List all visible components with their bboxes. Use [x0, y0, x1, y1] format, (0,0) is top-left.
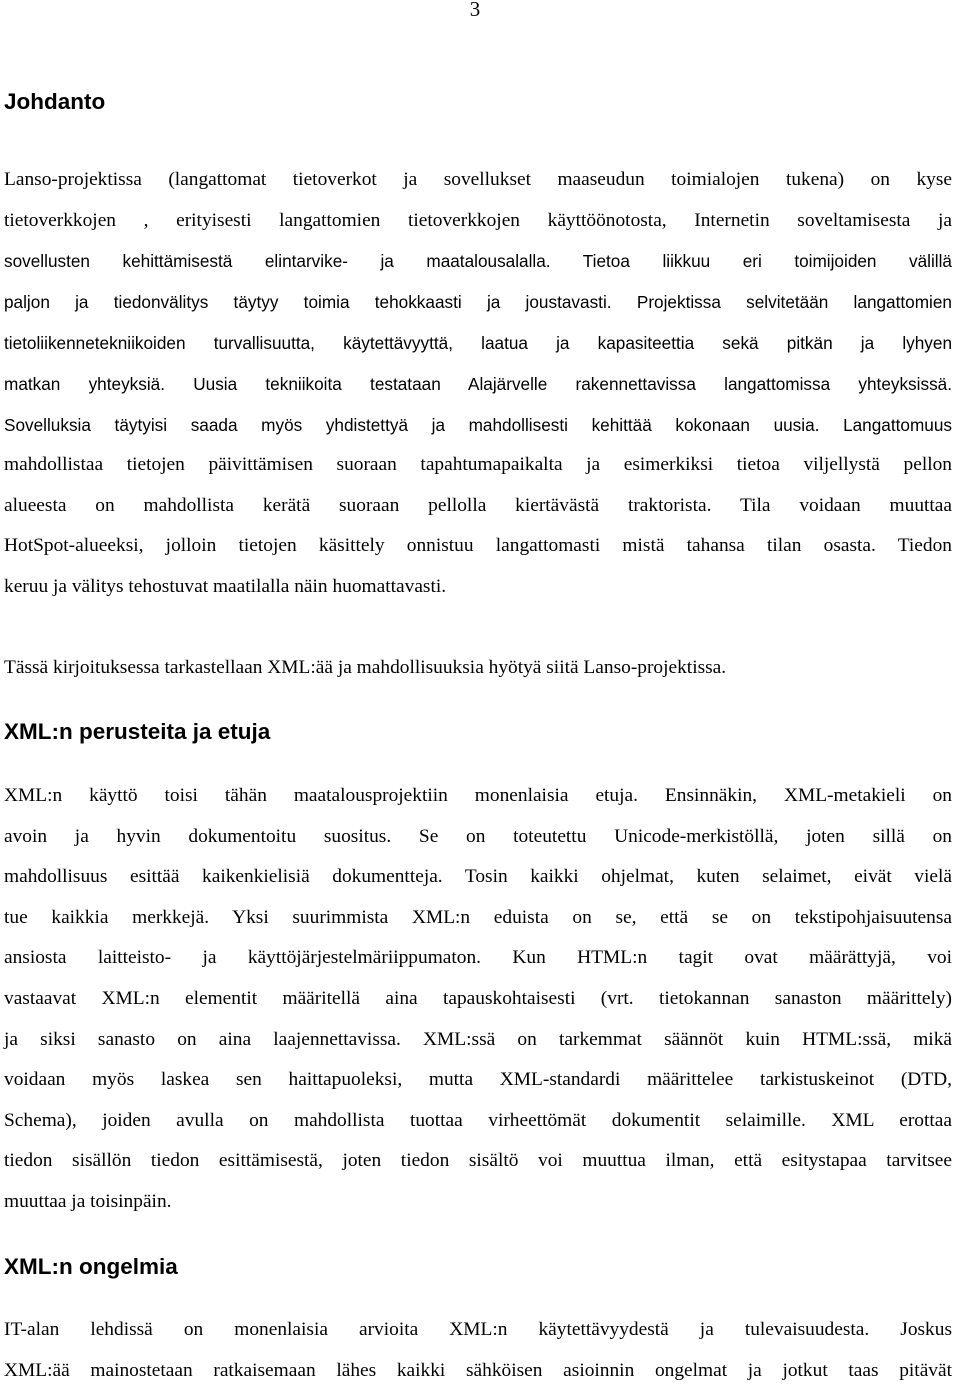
paragraph-line: tiedon sisällön tiedon esittämisestä, joten tiedon sisältö voi muuttua ilman, että esitystapaa tarvitsee — [4, 1150, 952, 1172]
paragraph-line: mahdollistaa tietojen päivittämisen suoraan tapahtumapaikalta ja esimerkiksi tietoa viljellystä pellon — [4, 454, 952, 476]
paragraph-line: Tässä kirjoituksessa tarkastellaan XML:ää ja mahdollisuuksia hyötyä siitä Lanso-projektissa. — [4, 657, 727, 678]
paragraph-line: vastaavat XML:n elementit määritellä aina tapauskohtaisesti (vrt. tietokannan sanaston määrittely) — [4, 987, 952, 1009]
paragraph-line: XML:ää mainostetaan ratkaisemaan lähes kaikki sähköisen asioinnin ongelmat ja jotkut taas pitävät — [4, 1359, 952, 1381]
paragraph-line — [4, 405, 952, 446]
paragraph-line — [4, 526, 952, 567]
problems-paragraph — [4, 1310, 952, 1391]
paragraph-line: tietoverkkojen , erityisesti langattomien tietoverkkojen käyttöönotosta, Internetin soveltamisesta ja — [4, 209, 952, 231]
section-heading-johdanto: Johdanto — [4, 89, 106, 114]
text-segment: matkan yhteyksiä. — [4, 373, 166, 394]
paragraph-line: muuttaa ja toisinpäin. — [4, 1190, 172, 1212]
text-segment: alueesta on mahdollista kerätä suoraan pellolla kiertävästä traktorista. — [4, 494, 712, 516]
paragraph-line: avoin ja hyvin dokumentoitu suositus. Se on toteutettu Unicode-merkistöllä, joten sillä on — [4, 825, 952, 847]
paragraph-line: ansiosta laitteisto- ja käyttöjärjestelmäriippumaton. Kun HTML:n tagit ovat määrättyjä, voi — [4, 947, 952, 969]
text-segment: Uusia tekniikoita testataan Alajärvelle rakennettavissa langattomissa yhteyksissä. — [193, 373, 952, 394]
summary-paragraph — [4, 648, 952, 689]
paragraph-line: voidaan myös laskea sen haittapuoleksi, mutta XML-standardi määrittelee tarkistuskeinot (DTD, — [4, 1069, 952, 1091]
text-segment: Langattomuus — [843, 414, 952, 435]
paragraph-line: tue kaikkia merkkejä. Yksi suurimmista XML:n eduista on se, että se on tekstipohjaisuutensa — [4, 906, 952, 928]
text-segment: paljon ja tiedonvälitys täytyy toimia tehokkaasti ja joustavasti. — [4, 291, 612, 312]
text-segment: Tietoa liikkuu eri toimijoiden välillä — [582, 251, 952, 272]
text-segment: Tiedon — [897, 535, 952, 557]
paragraph-line: keruu ja välitys tehostuvat maatilalla näin huomattavasti. — [4, 575, 447, 597]
paragraph-line — [4, 241, 952, 282]
paragraph-line: ja siksi sanasto on aina laajennettavissa. XML:ssä on tarkemmat säännöt kuin HTML:ssä, mikä — [4, 1028, 952, 1050]
text-segment: sovellusten kehittämisestä elintarvike- ja maatalousalalla. — [4, 251, 551, 272]
intro-paragraph — [4, 160, 952, 608]
paragraph-line — [4, 364, 952, 405]
text-segment: Projektissa selvitetään langattomien — [636, 291, 952, 312]
page-number: 3 — [469, 0, 481, 21]
paragraph-line — [4, 486, 952, 527]
paragraph-line: Lanso-projektissa (langattomat tietoverkot ja sovellukset maaseudun toimialojen tukena) on kyse — [4, 169, 952, 190]
benefits-paragraph — [4, 776, 952, 1223]
section-heading-perusteita: XML:n perusteita ja etuja — [4, 719, 271, 744]
text-segment: Tila voidaan muuttaa — [739, 494, 952, 516]
paragraph-line: tietoliikennetekniikoiden turvallisuutta, käytettävyyttä, laatua ja kapasiteettia sekä pitkän ja lyhyen — [4, 333, 952, 354]
paragraph-line: mahdollisuus esittää kaikenkielisiä dokumentteja. Tosin kaikki ohjelmat, kuten selaimet, eivät vielä — [4, 866, 952, 888]
section-heading-ongelmia: XML:n ongelmia — [4, 1254, 178, 1279]
paragraph-line — [4, 282, 952, 324]
paragraph-line: Schema), joiden avulla on mahdollista tuottaa virheettömät dokumentit selaimille. XML erottaa — [4, 1109, 952, 1131]
paragraph-line: XML:n käyttö toisi tähän maatalousprojektiin monenlaisia etuja. Ensinnäkin, XML-metakieli on — [4, 785, 952, 806]
text-segment: Sovelluksia täytyisi saada myös yhdistettyä ja mahdollisesti kehittää kokonaan uusia. — [4, 414, 820, 435]
text-segment: HotSpot-alueeksi, jolloin tietojen käsittely onnistuu langattomasti mistä tahansa tilan osasta. — [4, 535, 876, 557]
paragraph-line: IT-alan lehdissä on monenlaisia arvioita XML:n käytettävyydestä ja tulevaisuudesta. Joskus — [4, 1319, 952, 1340]
